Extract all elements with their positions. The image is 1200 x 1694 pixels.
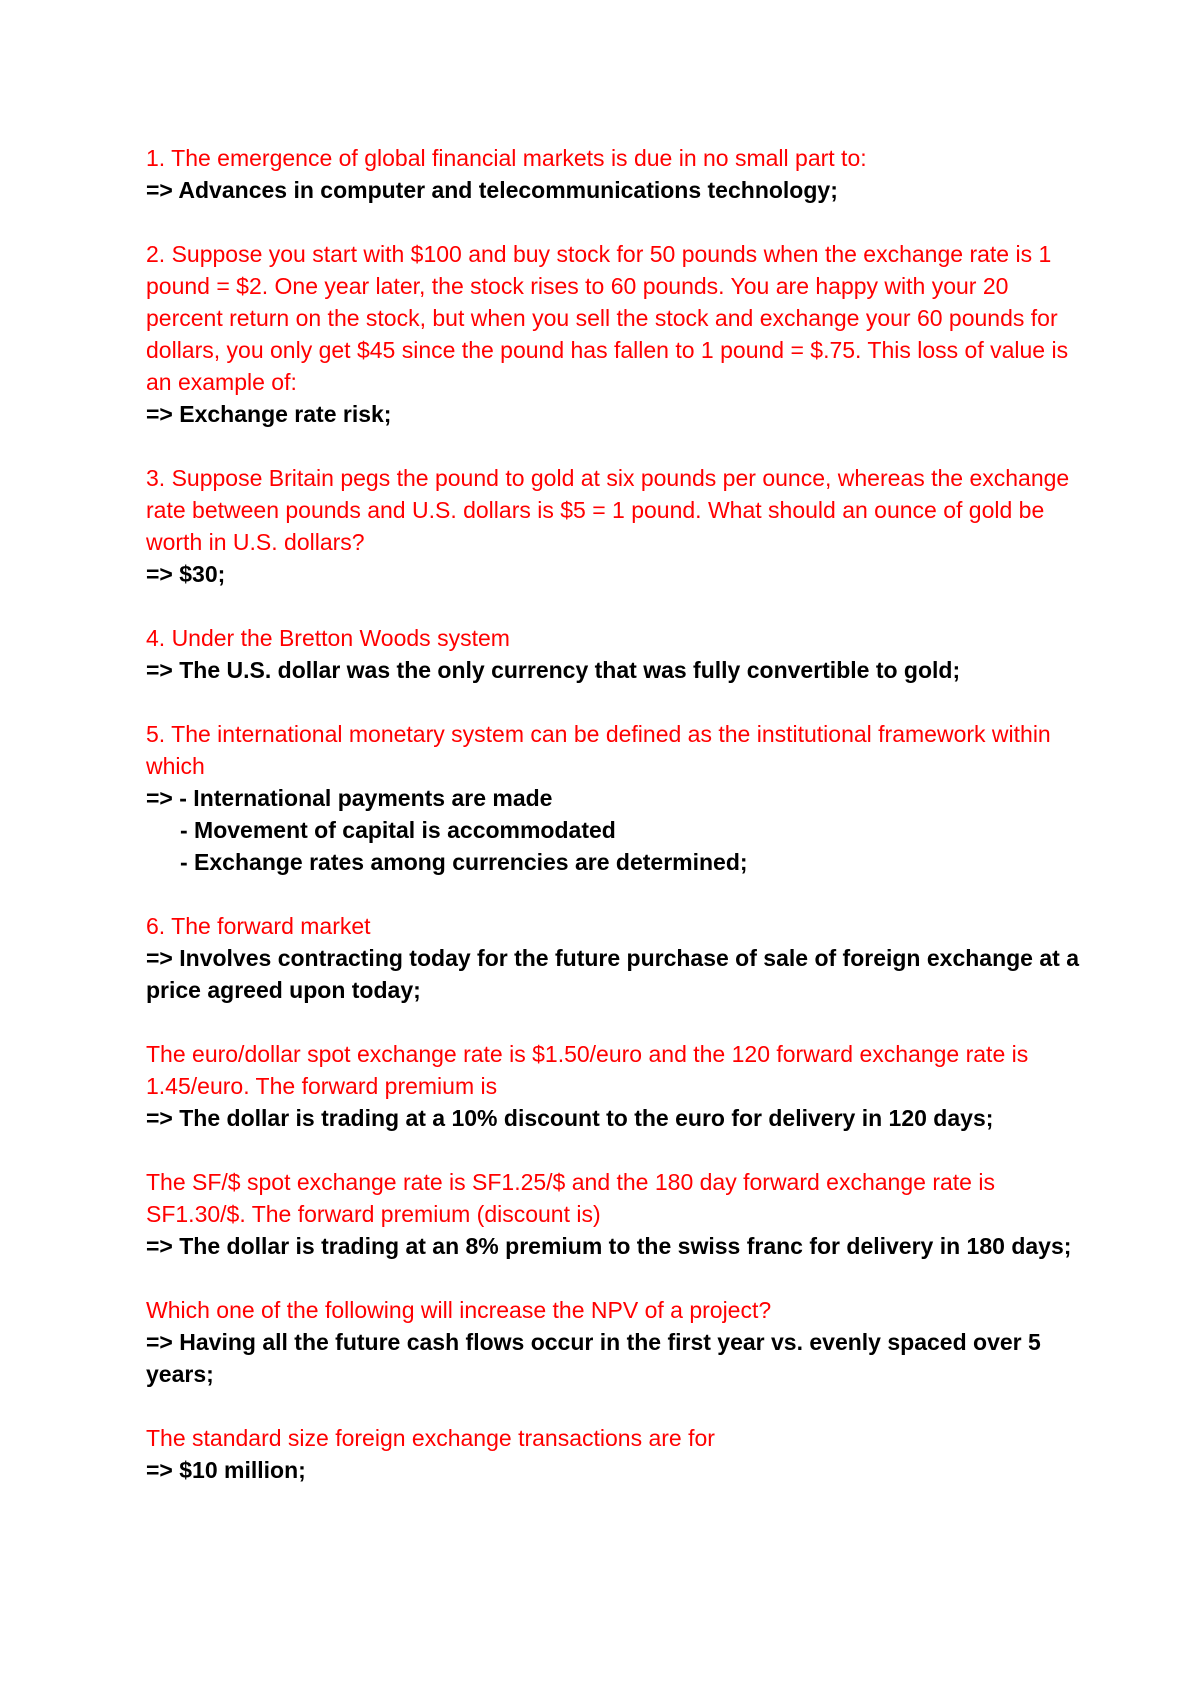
question-text: The euro/dollar spot exchange rate is $1.50/euro and the 120 forward exchange rate is 1.45/euro. The forward premium is <box>146 1041 1029 1099</box>
answer-line: => Involves contracting today for the future purchase of sale of foreign exchange at a price agreed upon today; <box>146 945 1079 1003</box>
answer-text <box>146 654 1086 686</box>
question-text: 6. The forward market <box>146 913 371 939</box>
qa-block-4 <box>146 622 1086 686</box>
question-text: 5. The international monetary system can be defined as the institutional framework within which <box>146 721 1051 779</box>
question-text: 1. The emergence of global financial markets is due in no small part to: <box>146 145 867 171</box>
answer-line: => The U.S. dollar was the only currency that was fully convertible to gold; <box>146 657 961 683</box>
qa-block-8 <box>146 1166 1086 1262</box>
question-text: Which one of the following will increase the NPV of a project? <box>146 1297 772 1323</box>
answer-line: => - International payments are made <box>146 785 553 811</box>
answer-line: => The dollar is trading at an 8% premium to the swiss franc for delivery in 180 days; <box>146 1233 1072 1259</box>
answer-text <box>146 1326 1086 1390</box>
qa-block-7 <box>146 1038 1086 1134</box>
answer-line: => $10 million; <box>146 1457 306 1483</box>
qa-block-3 <box>146 462 1086 590</box>
answer-text <box>146 782 1086 878</box>
question-text: 4. Under the Bretton Woods system <box>146 625 510 651</box>
answer-line: => $30; <box>146 561 226 587</box>
qa-block-6 <box>146 910 1086 1006</box>
document-page <box>146 142 1086 1518</box>
qa-block-9 <box>146 1294 1086 1390</box>
question-text: The standard size foreign exchange transactions are for <box>146 1425 715 1451</box>
answer-text <box>146 1454 1086 1486</box>
question-text: 3. Suppose Britain pegs the pound to gold at six pounds per ounce, whereas the exchange rate between pounds and U.S. dollars is $5 = 1 pound. What should an ounce of gold be worth in U.S. dollars? <box>146 465 1070 555</box>
answer-line: => Advances in computer and telecommunications technology; <box>146 177 838 203</box>
answer-text <box>146 398 1086 430</box>
qa-block-10 <box>146 1422 1086 1486</box>
answer-text <box>146 1102 1086 1134</box>
qa-block-2 <box>146 238 1086 430</box>
qa-block-5 <box>146 718 1086 878</box>
answer-text <box>146 174 1086 206</box>
answer-text <box>146 942 1086 1006</box>
qa-block-1 <box>146 142 1086 206</box>
question-text: 2. Suppose you start with $100 and buy stock for 50 pounds when the exchange rate is 1 pound = $2. One year later, the stock rises to 60 pounds. You are happy with your 20 percent return on the stock, but when you sell the stock and exchange your 60 pounds for dollars, you only get $45 since the pound has fallen to 1 pound = $.75. This loss of value is an example of: <box>146 241 1069 395</box>
answer-text <box>146 1230 1086 1262</box>
answer-line: => Exchange rate risk; <box>146 401 392 427</box>
answer-line: - Exchange rates among currencies are determined; <box>180 849 748 875</box>
answer-line: => Having all the future cash flows occur in the first year vs. evenly spaced over 5 years; <box>146 1329 1041 1387</box>
answer-text <box>146 558 1086 590</box>
answer-line: => The dollar is trading at a 10% discount to the euro for delivery in 120 days; <box>146 1105 994 1131</box>
answer-line: - Movement of capital is accommodated <box>180 817 616 843</box>
question-text: The SF/$ spot exchange rate is SF1.25/$ and the 180 day forward exchange rate is SF1.30/$. The forward premium (discount is) <box>146 1169 995 1227</box>
